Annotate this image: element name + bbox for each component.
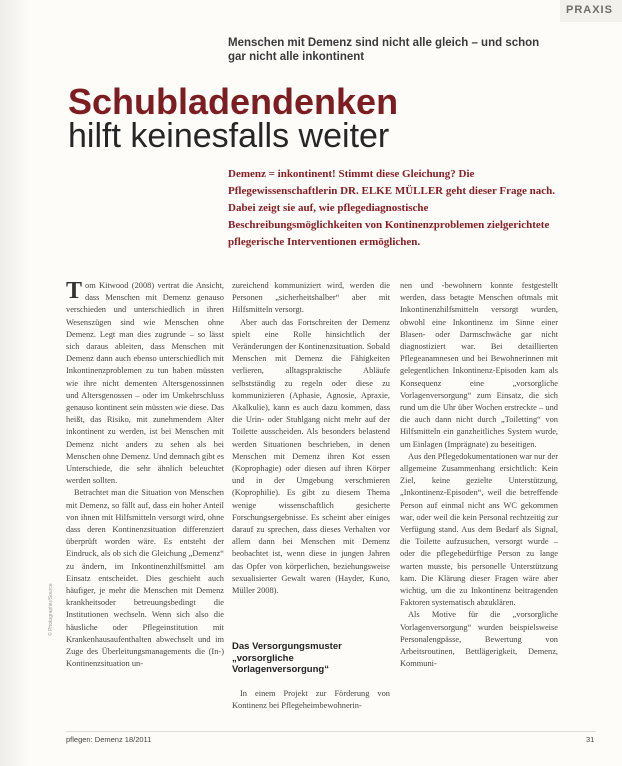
page-number: 31	[586, 735, 595, 744]
column-3-paragraph-1: nen und -bewohnern konnte festgestellt werden, dass betagte Menschen oftmals mit Inkontinenzhilfsmitteln versorgt wurden, obwohl eine Inkontinenz im Sinne einer Blasen- oder Darmschwäche gar nicht diagnostiziert war. Bei detaillierten Pflegeanamnesen und bei Bewohnerinnen mit gelegentlichen Inkontinenz-Episoden kam als Konsequenz eine „vorsorgliche Vorlagenversorgung“ zum Einsatz, die sich rund um die Uhr über Wochen erstreckte – und die auch dann nicht durch „Toiletting“ von Hilfsmitteln ein ganzheitliches System wurde, um Einlagen (Imprägnate) zu beseitigen.	[400, 281, 558, 449]
column-3-paragraph-3: Als Motive für die „vorsorgliche Vorlagenversorgung“ wurden beispielsweise Personalengpässe, Bewertung von Arbeitsroutinen, Bettlägerigkeit, Demenz, Kommuni-	[400, 610, 558, 669]
page-gutter	[0, 0, 30, 766]
text-column-2	[232, 280, 390, 597]
article-kicker: Menschen mit Demenz sind nicht alle gleich – und schon gar nicht alle inkontinent	[228, 37, 540, 63]
photo-credit: © Photographer/Source	[48, 583, 54, 636]
section-label: PRAXIS	[566, 4, 613, 16]
column-3-paragraph-2: Aus den Pflegedokumentationen war nur der allgemeine Zusammenhang ersichtlich: Kein Ziel, keine gezielte Unterstützung, „Inkontinenz-Episoden“, weil die betreffende Person auf einmal nicht ans WC gekommen war, oder weil die kein Personal rechtzeitig zur Verfügung stand. Aus dem Bedarf als Signal, die Toilette aufzusuchen, versorgt wurde – oder die pflegebedürftige Person zu lange warten musste, bis personelle Unterstützung kam. Die Klärung dieser Fragen wäre aber wichtig, um die zu Inkontinenz beitragenden Faktoren systematisch abzuklären.	[400, 451, 559, 608]
drop-cap: T	[66, 278, 83, 304]
article-title-line-2: hilft keinesfalls weiter	[68, 117, 390, 155]
column-1-paragraph-1: om Kitwood (2008) vertrat die Ansicht, dass Menschen mit Demenz genauso verschieden und unterschiedlich in ihren Wesenszügen sind wie Menschen ohne Demenz. Legt man dies zugrunde – so lässt sich daraus ableiten, dass Menschen mit Demenz dann auch ebenso unterschiedlich mit Inkontinenzproblemen zu tun haben müssten wie ihre nicht dementen Altersgenossinnen und Altersgenossen – oder im Umkehrschluss genauso kontinent sein müssten wie diese. Das heißt, das Risiko, mit zunehmendem Alter inkontinent zu werden, ist bei Menschen mit Demenz nicht anders zu sehen als bei Menschen ohne Demenz. Und demnach gibt es Unterschiede, die sehr ähnlich beleuchtet werden sollten.	[66, 281, 224, 486]
column-2-paragraph-1: zureichend kommuniziert wird, werden die Personen „sicherheitshalber“ aber mit Hilfsmitteln versorgt.	[232, 281, 390, 315]
article-lead: Demenz = inkontinent! Stimmt diese Gleichung? Die Pflegewissenschaftlerin DR. ELKE MÜLLER geht dieser Frage nach. Dabei zeigt sie auf, wie pflegediagnostische Beschreibungsmöglichkeiten von Kontinenzproblemen zielgerichtete pflegerische Interventionen ermöglichen.	[228, 168, 556, 248]
text-column-1	[66, 280, 224, 671]
column-2-paragraph-2: Aber auch das Fortschreiten der Demenz spielt eine Rolle hinsichtlich der Veränderungen der Kontinenzsituation. Sobald Menschen mit Demenz die Fähigkeiten verlieren, alltagspraktische Abläufe selbstständig zu regeln oder diese zu kommunizieren (Aphasie, Agnosie, Apraxie, Akalkulie), kann es auch dazu kommen, dass die Urin- oder Stuhlgang nicht mehr auf der Toilette ausscheiden. Als besonders belastend werden Situationen beschrieben, in denen Menschen mit Demenz ihren Kot essen (Koprophagie) oder diesen auf ihren Körper und in der Umgebung verschmieren (Koprophilie). Es gibt zu diesem Thema wenige wissenschaftlich gesicherte Forschungsergebnisse. Es scheint aber einiges darauf zu sprechen, dass dieses Verhalten vor allem dann bei Menschen mit Demenz beobachtet ist, wenn diese in jungen Jahren das Opfer von körperlichen, beziehungsweise sexualisierter Gewalt waren (Hayder, Kuno, Müller 2008).	[232, 317, 390, 596]
sub-heading: Das Versorgungsmuster „vorsorgliche Vorlagenversorgung“	[232, 641, 342, 675]
column-1-paragraph-2: Betrachtet man die Situation von Menschen mit Demenz, so fällt auf, dass ein hoher Anteil von ihnen mit Hilfsmitteln versorgt wird, ohne dass deren Kontinenzsituation differenziert überprüft worden wäre. Es entsteht der Eindruck, als ob sich die Gleichung „Demenz“ zu ändern, im Inkontinenzhilfsmittel am Einsatz entscheidet. Dies geschieht auch häufiger, je mehr die Menschen mit Demenz krankheitsoder betreuungsbedingt die Institutionen wechseln. Wenn sich also die häusliche oder Pflegeinstitution mit Krankenhausaufenthalten abwechselt und im Zuge des Überleitungsmanagements die (In-) Kontinenzsituation un-	[66, 488, 224, 669]
article-title-line-1: Schubladendenken	[68, 81, 399, 122]
footer-divider	[66, 731, 596, 732]
footer-publication: pflegen: Demenz 18/2011	[66, 735, 152, 744]
text-column-3	[400, 280, 558, 671]
text-column-2-continued	[232, 688, 390, 712]
column-2-paragraph-3: In einem Projekt zur Förderung von Kontinenz bei Pflegeheimbewohnerin-	[232, 689, 390, 711]
